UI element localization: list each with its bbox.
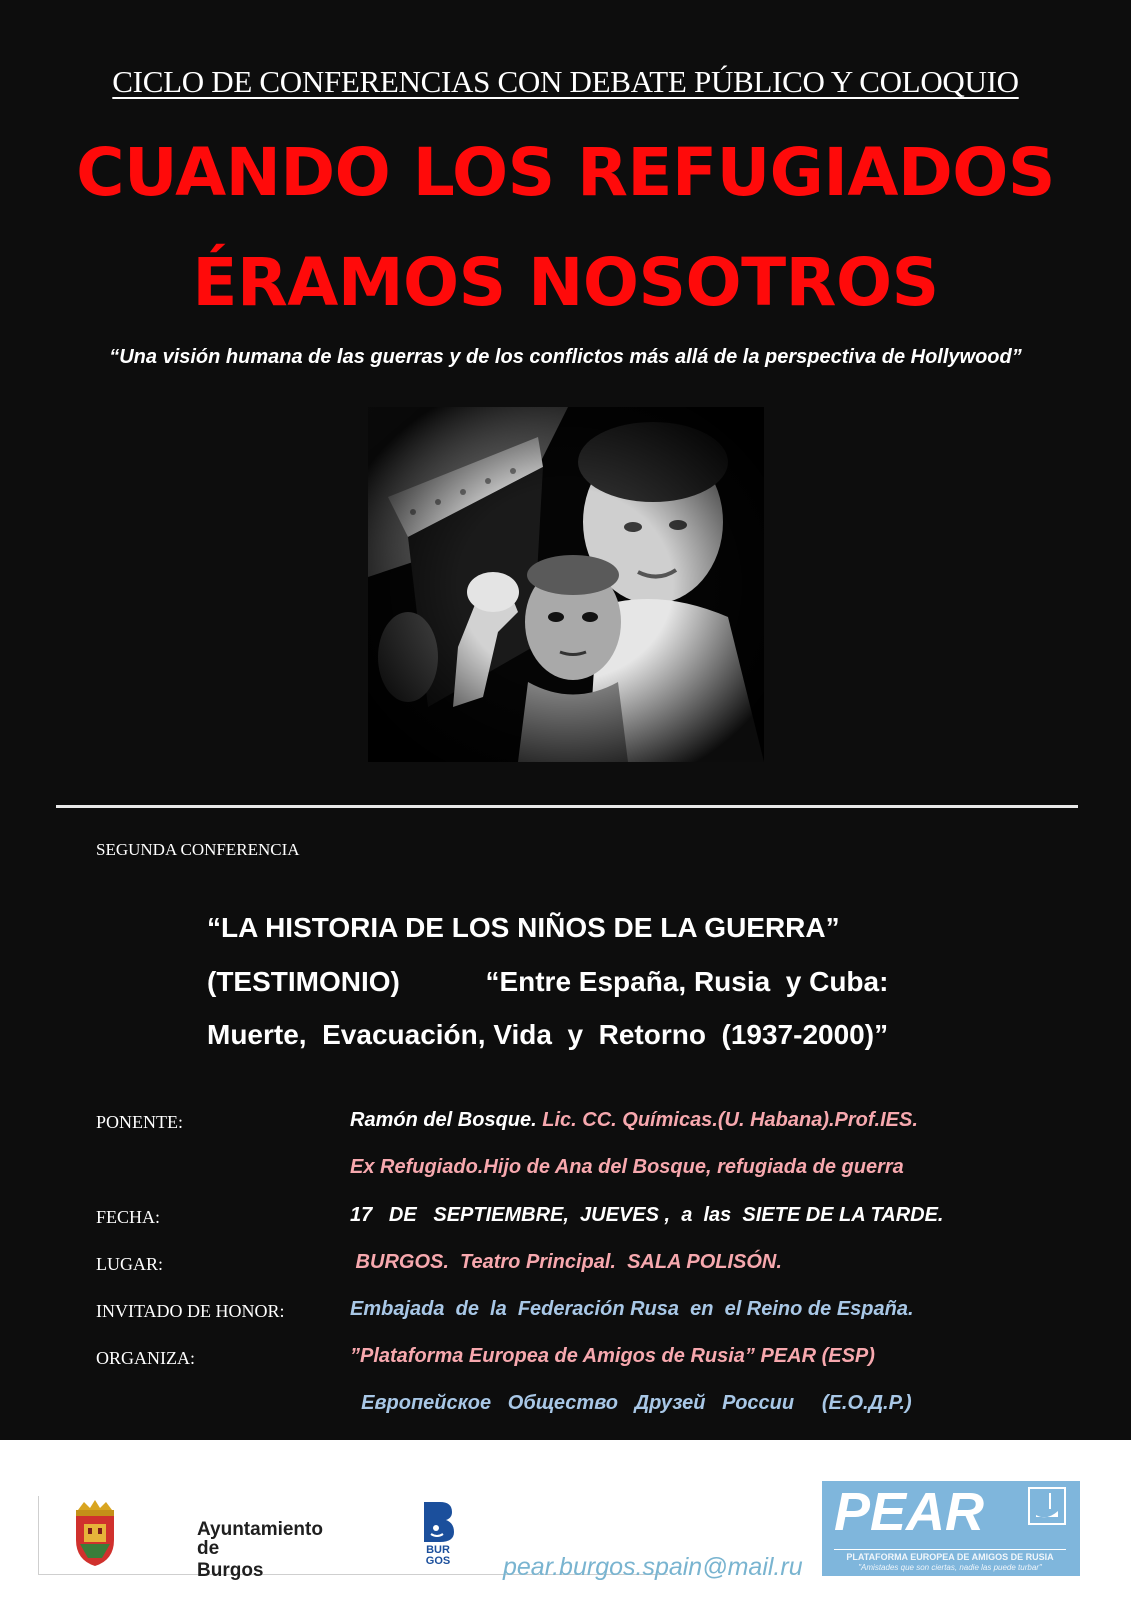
pear-full-name: PLATAFORMA EUROPEA DE AMIGOS DE RUSIA	[834, 1549, 1066, 1562]
ponente-value	[350, 1109, 918, 1132]
invitado-label: INVITADO DE HONOR:	[96, 1301, 285, 1321]
title-line-2: ÉRAMOS NOSOTROS	[192, 244, 939, 321]
ponente-line-2: Ex Refugiado.Hijo de Ana del Bosque, refugiada de guerra	[350, 1156, 904, 1178]
talk-title-line-1: “LA HISTORIA DE LOS NIÑOS DE LA GUERRA”	[207, 912, 840, 943]
coat-of-arms-icon	[72, 1500, 118, 1568]
refugee-children-photo	[368, 407, 764, 762]
burgos-logo-text: BUR GOS	[425, 1544, 451, 1567]
talk-title-line-2: (TESTIMONIO) “Entre España, Rusia y Cuba:	[207, 966, 889, 997]
burgos-b-logo-icon	[418, 1500, 458, 1544]
cycle-label: CICLO DE CONFERENCIAS CON DEBATE PÚBLICO Y COLOQUIO	[112, 64, 1019, 99]
ayuntamiento-line-1: Ayuntamiento	[197, 1519, 323, 1540]
fecha-label: FECHA:	[96, 1207, 161, 1227]
fecha-value: 17 DE SEPTIEMBRE, JUEVES , a las SIETE DE LA TARDE.	[350, 1204, 944, 1226]
lugar-value: BURGOS. Teatro Principal. SALA POLISÓN.	[350, 1251, 782, 1273]
talk-title-line-3: Muerte, Evacuación, Vida y Retorno (1937-2000)”	[207, 1019, 889, 1050]
organiza-value: ”Plataforma Europea de Amigos de Rusia” PEAR (ESP)	[350, 1345, 875, 1367]
organiza-label: ORGANIZA:	[96, 1348, 195, 1368]
ayuntamiento-logo	[72, 1500, 323, 1581]
ponente-label: PONENTE:	[96, 1112, 183, 1132]
lugar-label: LUGAR:	[96, 1254, 163, 1274]
pear-logo	[822, 1481, 1080, 1576]
burgos-logo	[418, 1500, 458, 1570]
pear-motto: "Amistades que son ciertas, nadie las puede turbar"	[858, 1563, 1042, 1572]
ponente-name: Ramón del Bosque.	[350, 1109, 537, 1131]
organiza-russian: Европейское Общество Друзей России (Е.О.Д.Р.)	[350, 1392, 912, 1414]
invitado-value: Embajada de la Federación Rusa en el Reino de España.	[350, 1298, 914, 1320]
contact-email[interactable]: pear.burgos.spain@mail.ru	[503, 1553, 803, 1581]
ayuntamiento-line-2: de Burgos	[197, 1538, 264, 1581]
tagline: “Una visión humana de las guerras y de los conflictos más allá de la perspectiva de Hollywood”	[109, 346, 1022, 368]
footer-frame-left	[38, 1496, 39, 1574]
divider-line	[56, 805, 1078, 808]
title-line-1: CUANDO LOS REFUGIADOS	[76, 134, 1055, 211]
section-label: SEGUNDA CONFERENCIA	[96, 840, 300, 859]
ponente-titles: Lic. CC. Químicas.(U. Habana).Prof.IES.	[536, 1109, 918, 1131]
pear-logo-name: PEAR	[834, 1482, 985, 1542]
pear-emblem-icon	[1028, 1487, 1066, 1525]
